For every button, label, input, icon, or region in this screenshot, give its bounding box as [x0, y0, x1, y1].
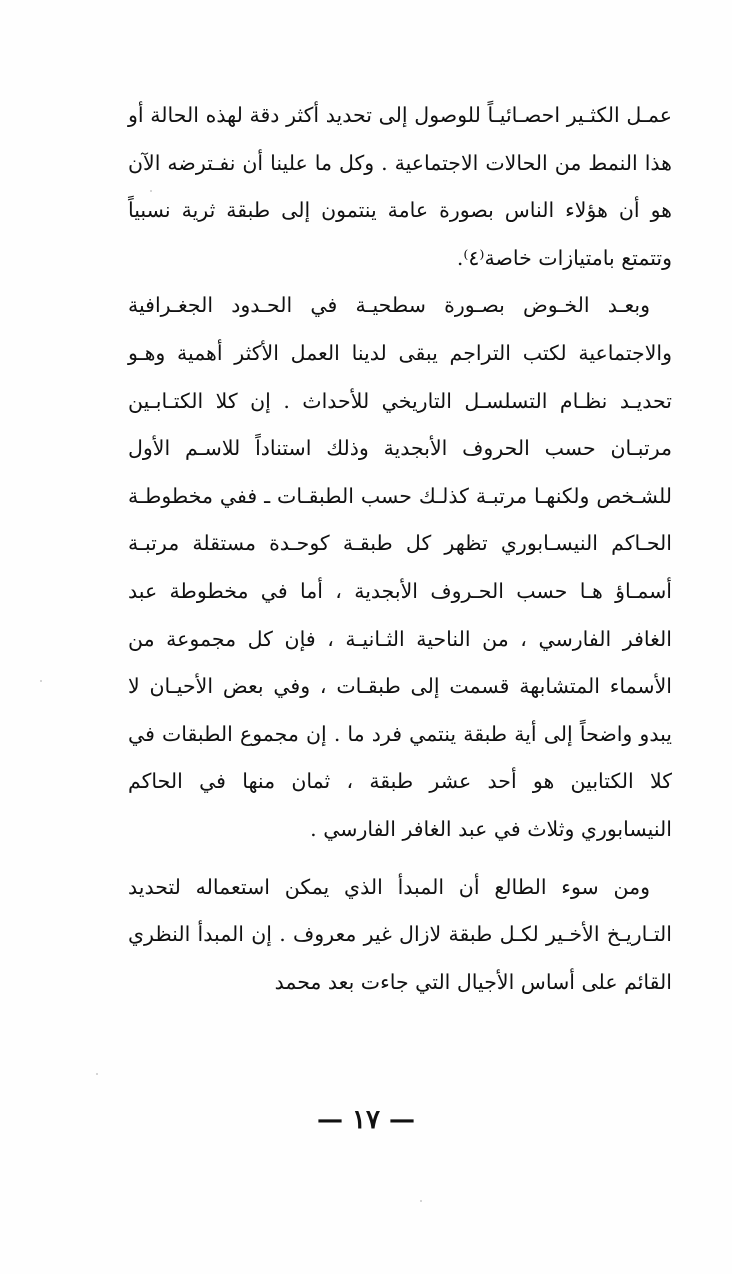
scan-speck: [150, 190, 152, 192]
scan-speck: [420, 1200, 422, 1202]
body-text: [128, 92, 672, 1006]
paragraph-2: وبعـد الخـوض بصـورة سطحيـة في الحـدود الجغـرافية والاجتماعية لكتب التراجم يبقى لدينا العمل الأكثر أهمية وهـو تحديـد نظـام التسلسـل التاريخي للأحداث . إن كلا الكتـابـين مرتبـان حسب الحروف الأبجدية وذلك استناداً للاسـم الأول للشـخص ولكنهـا مرتبـة كذلـك حسب الطبقـات ـ ففي مخطوطـة الحـاكم النيسـابوري تظهر كل طبقـة كوحـدة مستقلة مرتبـة أسمـاؤ هـا حسب الحـروف الأبجدية ، أما في مخطوطة عبد الغافر الفارسي ، من الناحية الثـانيـة ، فإن كل مجموعة من الأسماء المتشابهة قسمت إلى طبقـات ، وفي بعض الأحيـان لا يبدو واضحاً إلى أية طبقة ينتمي فرد ما . إن مجموع الطبقات في كلا الكتابين هو أحد عشر طبقة ، ثمان منها في الحاكم النيسابوري وثلاث في عبد الغافر الفارسي .: [128, 293, 672, 841]
scan-speck: [40, 680, 42, 682]
paragraph-1: عمـل الكثـير احصـائيـاً للوصول إلى تحديد أكثر دقة لهذه الحالة أو هذا النمط من الحالات الاجتماعية . وكل ما علينا أن نفـترضه الآن هو أن هؤلاء الناس بصورة عامة ينتمون إلى طبقة ثرية نسبياً وتتمتع بامتيازات خاصة⁽٤⁾.: [128, 103, 672, 270]
scan-speck: [96, 1073, 98, 1075]
page-number: — ١٧ —: [316, 1105, 416, 1135]
paragraph-3: ومن سوء الطالع أن المبدأ الذي يمكن استعماله لتحديد التـاريـخ الأخـير لكـل طبقة لازال غير معروف . إن المبدأ النظري القائم على أساس الأجيال التي جاءت بعد محمد: [128, 874, 672, 994]
